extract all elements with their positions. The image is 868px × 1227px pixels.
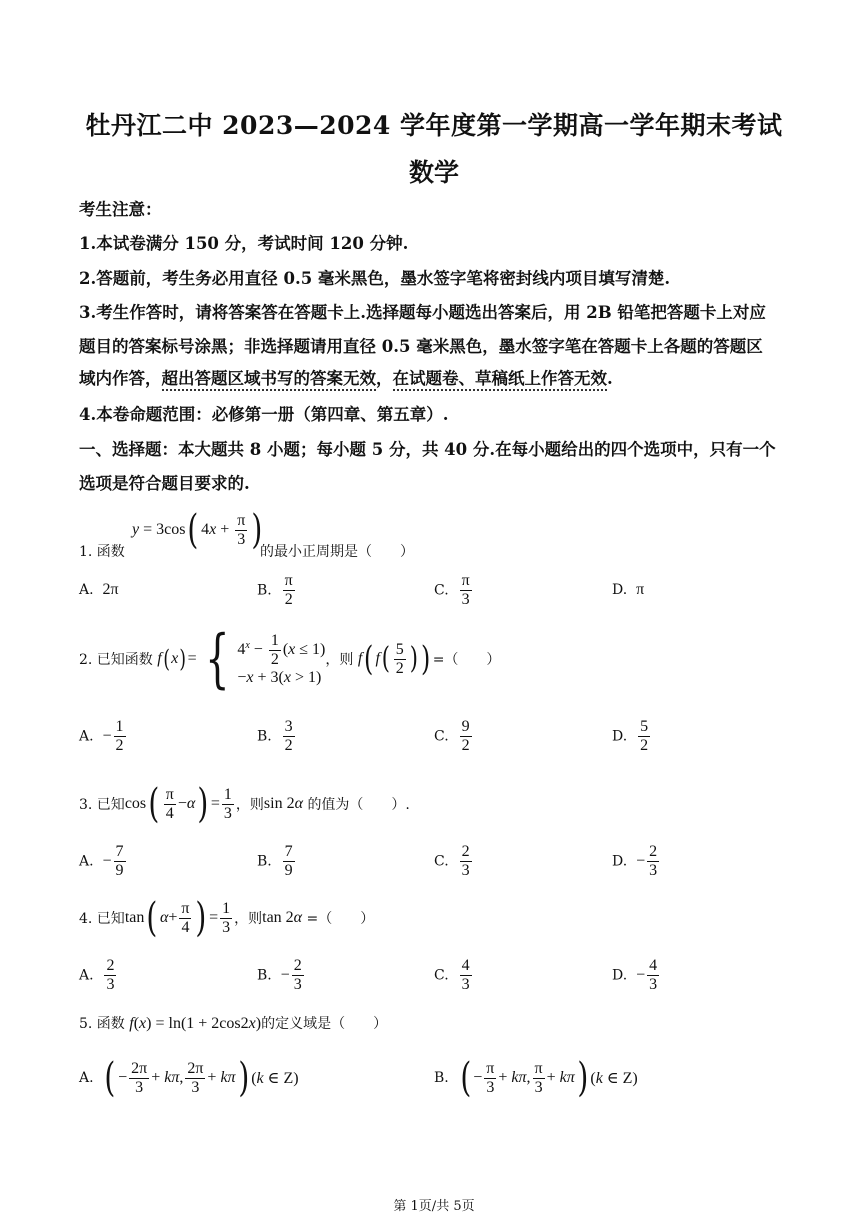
q3-option-b[interactable]: B. $\frac{7}{9}$ [257, 843, 293, 879]
page-title: 牡丹江二中 2023—2024 学年度第一学期高一学年期末考试 [85, 111, 783, 140]
notice-item-2: 2.答题前，考生务必用直径 0.5 毫米黑色，墨水签字笔将密封线内项目填写清楚. [79, 269, 671, 288]
q2-option-d[interactable]: D. $\frac{5}{2}$ [612, 718, 649, 754]
q1-option-a[interactable]: A. 2π [79, 581, 119, 598]
section-1-line-2: 选项是符合题目要求的. [79, 474, 250, 493]
q5-stem: 5. 函数 f(x) = ln(1 + 2cos2x)的定义域是（ ） [79, 1015, 388, 1032]
q4-option-c[interactable]: C. $\frac{4}{3}$ [434, 957, 470, 993]
q4-option-a[interactable]: A. $\frac{2}{3}$ [79, 957, 115, 993]
q1-option-d[interactable]: D. π [612, 581, 645, 598]
q1-suffix: 的最小正周期是（ ） [260, 544, 414, 560]
notice-item-3-line-1: 3.考生作答时，请将答案答在答题卡上.选择题每小题选出答案后，用 2B 铅笔把答题卡上对应 [79, 303, 766, 322]
section-1-line-1: 一、选择题：本大题共 8 小题；每小题 5 分，共 40 分.在每小题给出的四个选项中，只有一个 [79, 440, 776, 459]
emphasis-text: 超出答题区域书写的答案无效 [162, 369, 377, 391]
notice-text: 域内作答， [79, 369, 162, 388]
q4-option-b[interactable]: B. − $\frac{2}{3}$ [257, 957, 302, 993]
q1-formula: y = 3cos( 4x + $\frac{\pi}{3}$ ) [132, 507, 263, 553]
page-footer: 第 1页/共 5页 [393, 1199, 475, 1214]
q2-option-a[interactable]: A. − $\frac{1}{2}$ [79, 718, 124, 754]
notice-text: . [607, 369, 613, 388]
q3-stem: 3. 已知 cos ( $\frac{\pi}{4}$ −α ) = $\frac{1}{3}$ ，则 sin 2α 的值为（ ）. [79, 781, 410, 827]
q4-option-d[interactable]: D. − $\frac{4}{3}$ [612, 957, 658, 993]
notice-item-3-line-2: 题目的答案标号涂黑；非选择题请用直径 0.5 毫米黑色，墨水签字笔在答题卡上各题的答题区 [79, 337, 763, 356]
q3-option-d[interactable]: D. − $\frac{2}{3}$ [612, 843, 658, 879]
q3-option-c[interactable]: C. $\frac{2}{3}$ [434, 843, 470, 879]
notice-item-1: 1.本试卷满分 150 分，考试时间 120 分钟. [79, 234, 409, 253]
q1-option-c[interactable]: C. $\frac{\pi}{3}$ [434, 572, 470, 608]
notice-heading: 考生注意： [79, 200, 162, 219]
q1-prefix: 1. 函数 [79, 544, 125, 560]
emphasis-text: 在试题卷、草稿纸上作答无效 [393, 369, 608, 391]
q5-option-b[interactable]: B. ( − $\frac{\pi}{3}$ + kπ, $\frac{\pi}{3}$ + kπ ) (k ∈ Z) [434, 1055, 638, 1101]
q2-option-c[interactable]: C. $\frac{9}{2}$ [434, 718, 470, 754]
notice-item-3-line-3 [79, 369, 799, 389]
notice-item-4: 4.本卷命题范围：必修第一册（第四章、第五章）. [79, 405, 449, 424]
q2-stem: 2. 已知函数 f ( x ) = { $4^x$ − $\frac{1}{2}$ (x ≤ 1) −x + 3(x > 1) ，则 f ( f ( $\frac{5}{2}$ ) ) =（ ） [79, 622, 501, 696]
q1-option-b[interactable]: B. $\frac{\pi}{2}$ [257, 572, 293, 608]
q5-option-a[interactable]: A. ( − $\frac{2\pi}{3}$ + kπ, $\frac{2\pi}{3}$ + kπ ) (k ∈ Z) [79, 1055, 299, 1101]
q4-stem: 4. 已知 tan ( α + $\frac{\pi}{4}$ ) = $\frac{1}{3}$ ，则 tan 2α =（ ） [79, 895, 375, 941]
q2-option-b[interactable]: B. $\frac{3}{2}$ [257, 718, 293, 754]
q3-option-a[interactable]: A. − $\frac{7}{9}$ [79, 843, 124, 879]
notice-text: ， [376, 369, 393, 388]
subject-title: 数学 [408, 158, 459, 187]
